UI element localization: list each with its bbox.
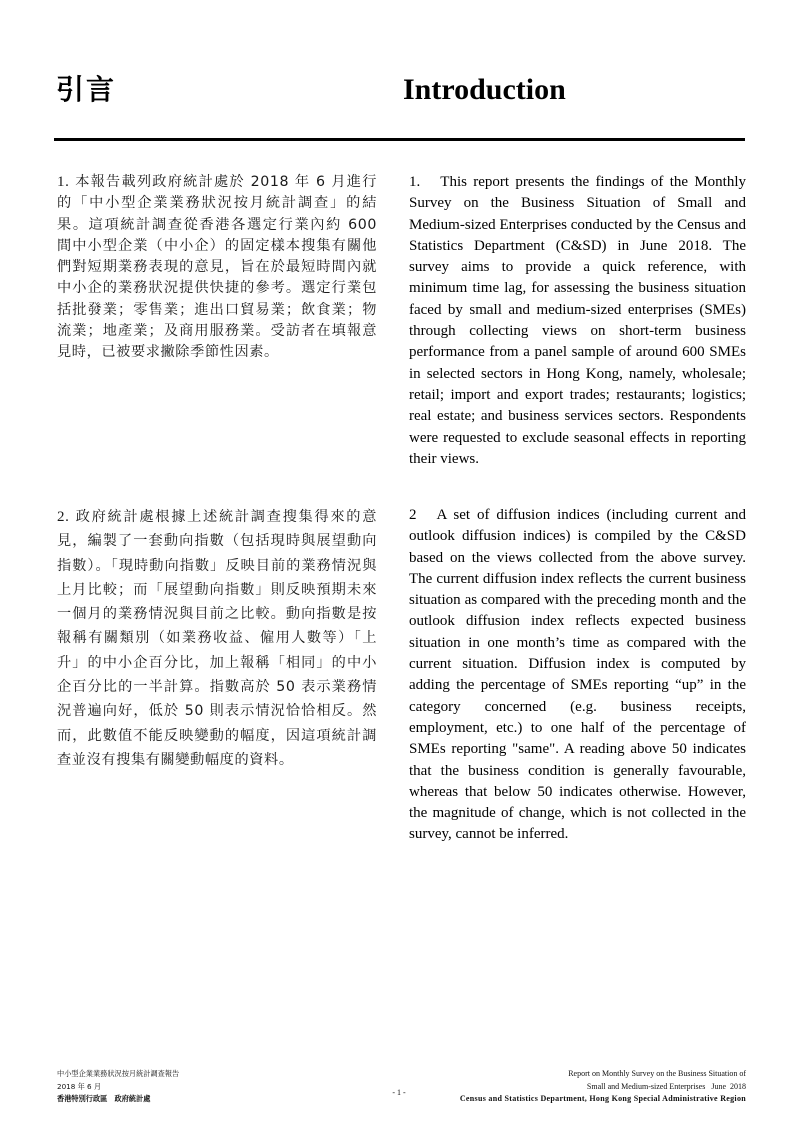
paragraph-1-chinese xyxy=(57,172,377,364)
header-divider xyxy=(54,138,745,141)
footer-report-title-zh: 中小型企業業務狀況按月統計調查報告 xyxy=(57,1069,180,1078)
footer-date-zh: 2018 年 6 月 xyxy=(57,1081,102,1091)
paragraph-number: 1. xyxy=(57,174,70,190)
footer-report-title-en-2: Small and Medium-sized Enterprises June 2018 xyxy=(586,1081,746,1091)
paragraph-number: 1. xyxy=(409,174,421,190)
paragraph-2-english xyxy=(409,505,746,846)
paragraph-text: 政府統計處根據上述統計調查搜集得來的意見，編製了一套動向指數（包括現時與展望動向指數）。「現時動向指數」反映目前的業務情況與上月比較；而「展望動向指數」則反映預期未來一個月的業務情況與目前之比較。動向指數是按報稱有關類別（如業務收益、僱用人數等）「上升」的中小企百分比，加上報稱「相同」的中小企百分比的一半計算。指數高於 50 表示業務情況普遍向好，低於 50 則表示情況恰恰相反。然而，此數值不能反映變動的幅度，因這項統計調查並沒有搜集有關變動幅度的資料。 xyxy=(57,509,377,768)
paragraph-text: A set of diffusion indices (including current and outlook diffusion indices) is compiled by the C&SD based on the views collected from the above survey. The current diffusion index reflects the current business situation as compared with the preceding month and the outlook diffusion index reflects expected business situation in one month’s time as compared with the current situation. Diffusion index is computed by adding the percentage of SMEs reporting “up” in the category concerned (e.g. business receipts, employment, etc.) to one half of the percentage of SMEs reporting "same". A reading above 50 indicates that the business condition is generally favourable, whereas that below 50 indicates otherwise. However, the magnitude of change, which is not collected in the survey, cannot be inferred. xyxy=(409,507,746,843)
page-number: - 1 - xyxy=(392,1088,406,1097)
paragraph-number: 2 xyxy=(409,507,417,523)
footer-right xyxy=(460,1068,746,1106)
footer-department-en: Census and Statistics Department, Hong Kong Special Administrative Region xyxy=(459,1094,746,1103)
paragraph-number: 2. xyxy=(57,509,70,525)
footer-left xyxy=(57,1068,179,1106)
paragraph-text: 本報告載列政府統計處於 2018 年 6 月進行的「中小型企業業務狀況按月統計調查」的結果。這項統計調查從香港各選定行業內約 600 間中小型企業（中小企）的固定樣本搜集有關他們對短期業務表現的意見，旨在於最短時間內就中小企的業務狀況提供快捷的參考。選定行業包括批發業；零售業；進出口貿易業；飲食業；物流業；地產業；及商用服務業。受訪者在填報意見時，已被要求撇除季節性因素。 xyxy=(57,174,377,361)
page-title-english: Introduction xyxy=(403,73,566,106)
page-title-chinese: 引言 xyxy=(56,73,117,106)
paragraph-2-chinese xyxy=(57,505,377,772)
paragraph-1-english xyxy=(409,172,746,470)
paragraph-text: This report presents the findings of the Monthly Survey on the Business Situation of Small and Medium-sized Enterprises conducted by the Census and Statistics Department (C&SD) in June 2018. The survey aims to provide a quick reference, with minimum time lag, for assessing the business situation faced by small and medium-sized enterprises (SMEs) through collecting views on short-term business performance from a panel sample of around 600 SMEs in selected sectors in Hong Kong, namely, wholesale; retail; import and export trades; restaurants; logistics; real estate; and business services sectors. Respondents were requested to exclude seasonal effects in reporting their views. xyxy=(409,174,746,467)
footer-department-zh: 香港特別行政區 政府統計處 xyxy=(57,1094,151,1103)
footer-report-title-en-1: Report on Monthly Survey on the Business Situation of xyxy=(568,1069,746,1078)
